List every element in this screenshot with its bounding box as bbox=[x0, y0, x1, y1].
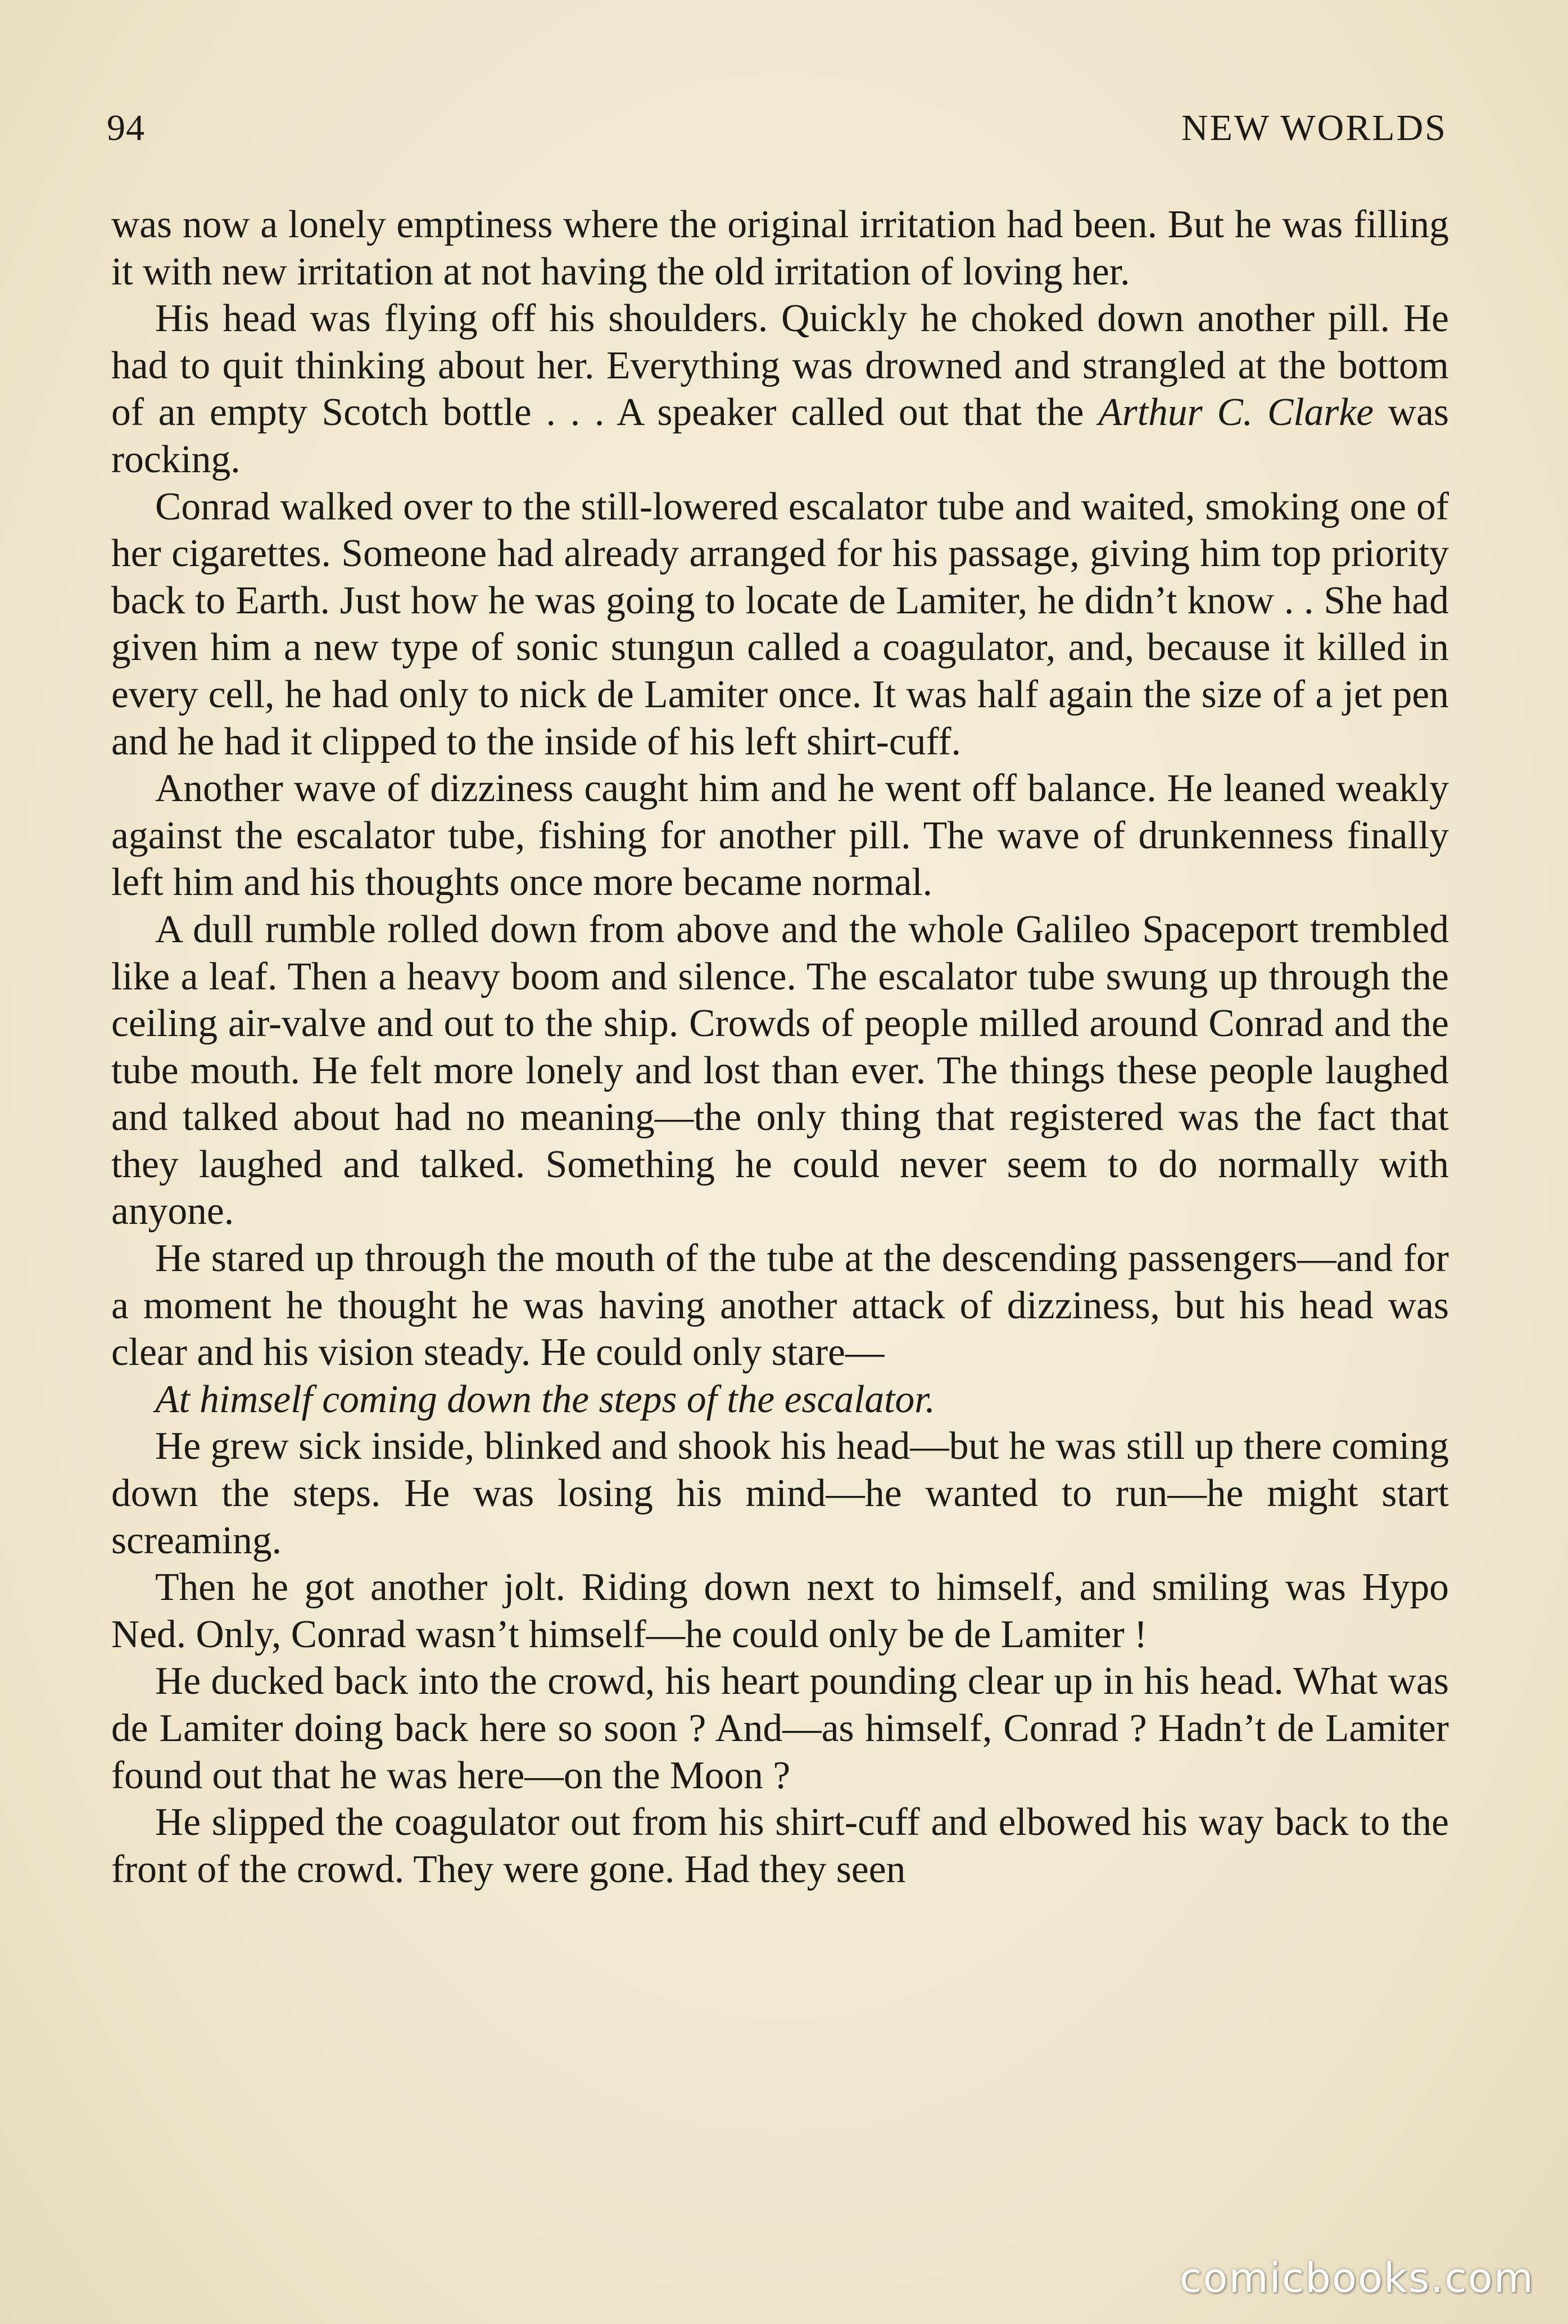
paragraph-text: He slipped the coagulator out from his shirt-cuff and elbowed his way back to the front of the crowd. They were gone. Had they seen bbox=[111, 1801, 1449, 1891]
paragraph-6 bbox=[111, 1235, 1449, 1376]
paragraph-text: His head was flying off his shoulders. Quickly he choked down another pill. He had to quit thinking about her. Everything was drowned and strangled at the bottom of an empty Scotch bottle . . . A speaker called out that the bbox=[111, 297, 1449, 435]
page-number: 94 bbox=[107, 107, 145, 148]
paragraph-text: Then he got another jolt. Riding down next to himself, and smiling was Hypo Ned. Only, Conrad wasn’t himself—he could only be de Lamiter ! bbox=[111, 1566, 1449, 1656]
paragraph-1 bbox=[111, 201, 1449, 295]
paragraph-text: He stared up through the mouth of the tube at the descending passengers—and for a moment he thought he was having another attack of dizziness, but his head was clear and his vision steady. He could only stare— bbox=[111, 1237, 1449, 1374]
paragraph-text: He ducked back into the crowd, his heart pounding clear up in his head. What was de Lamiter doing back here so soon ? And—as himself, Conrad ? Hadn’t de Lamiter found out that he was here—on the Moon ? bbox=[111, 1660, 1449, 1797]
paragraph-2 bbox=[111, 295, 1449, 483]
paragraph-11 bbox=[111, 1799, 1449, 1893]
paragraph-text-tail: was rocking. bbox=[111, 391, 1449, 481]
body-text bbox=[111, 201, 1449, 1893]
paragraph-text: A dull rumble rolled down from above and the whole Galileo Spaceport trembled like a leaf. Then a heavy boom and silence. The escalator tube swung up through the ceiling air-valve and out to the ship. Crowds of people milled around Conrad and the tube mouth. He felt more lonely and lost than ever. The things these people laughed and talked about had no meaning—the only thing that registered was the fact that they laughed and talked. Something he could never seem to do normally with anyone. bbox=[111, 907, 1449, 1233]
paragraph-8 bbox=[111, 1423, 1449, 1564]
paragraph-text: At himself coming down the steps of the escalator. bbox=[155, 1377, 935, 1421]
ship-name: Arthur C. Clarke bbox=[1098, 391, 1374, 435]
paragraph-text: He grew sick inside, blinked and shook his head—but he was still up there coming down the steps. He was losing his mind—he wanted to run—he might start screaming. bbox=[111, 1425, 1449, 1562]
paragraph-10 bbox=[111, 1658, 1449, 1799]
paragraph-3 bbox=[111, 483, 1449, 766]
paragraph-9 bbox=[111, 1564, 1449, 1658]
page-header bbox=[107, 107, 1447, 169]
running-head: NEW WORLDS bbox=[1181, 107, 1447, 148]
paragraph-5 bbox=[111, 906, 1449, 1235]
site-watermark: comicbooks.com bbox=[1179, 2254, 1534, 2302]
paragraph-4 bbox=[111, 765, 1449, 906]
paragraph-text: was now a lonely emptiness where the original irritation had been. But he was filling it with new irritation at not having the old irritation of loving her. bbox=[111, 203, 1449, 293]
paragraph-text: Conrad walked over to the still-lowered escalator tube and waited, smoking one of her cigarettes. Someone had already arranged for his passage, giving him top priority back to Earth. Just how he was going to locate de Lamiter, he didn’t know . . She had given him a new type of sonic stungun called a coagulator, and, because it killed in every cell, he had only to nick de Lamiter once. It was half again the size of a jet pen and he had it clipped to the inside of his left shirt-cuff. bbox=[111, 485, 1449, 763]
paragraph-7-italic bbox=[111, 1376, 1449, 1423]
paragraph-text: Another wave of dizziness caught him and he went off balance. He leaned weakly against the escalator tube, fishing for another pill. The wave of drunkenness finally left him and his thoughts once more became normal. bbox=[111, 767, 1449, 905]
